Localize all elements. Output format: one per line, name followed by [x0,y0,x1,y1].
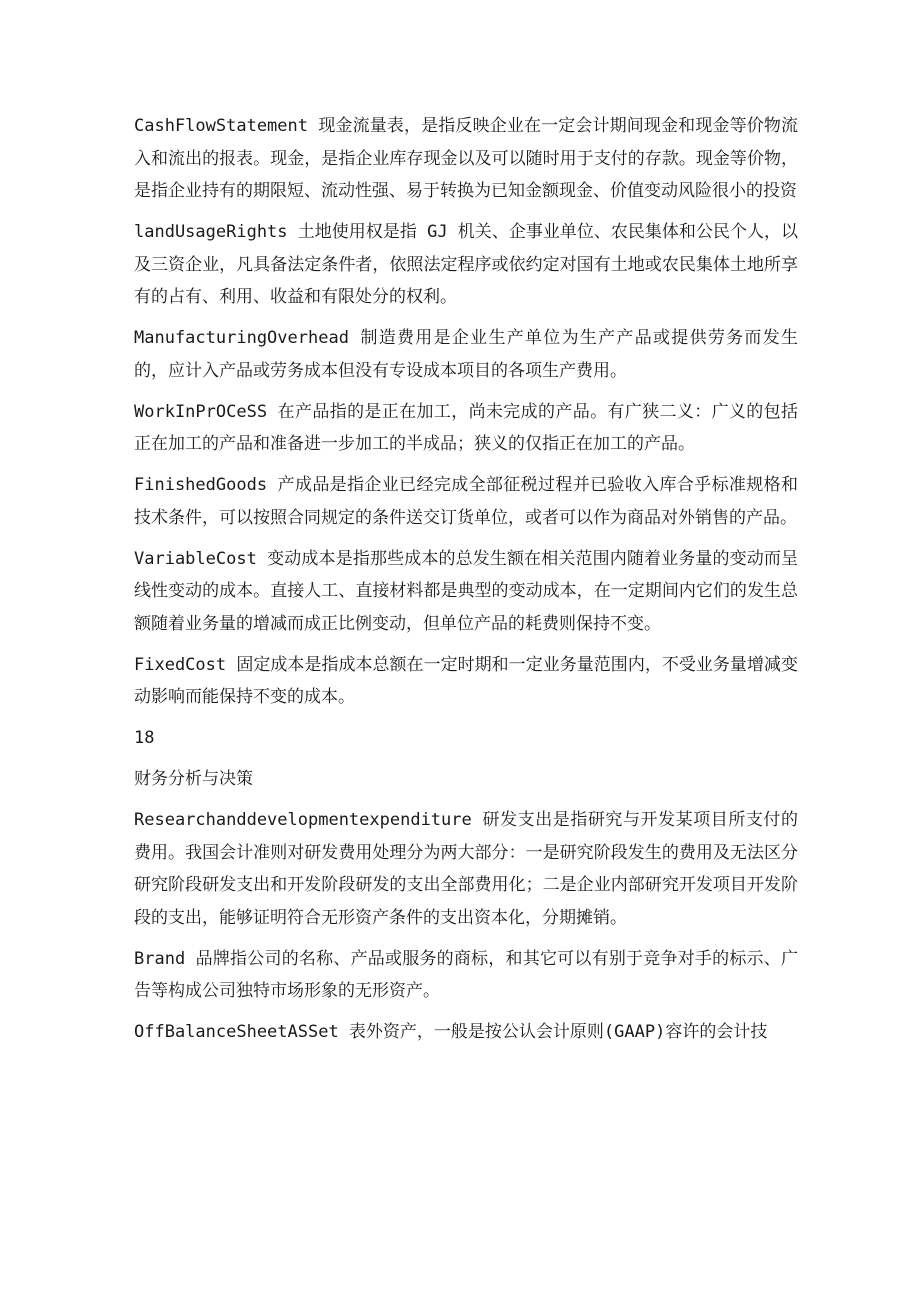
paragraph-brand: Brand 品牌指公司的名称、产品或服务的商标，和其它可以有别于竞争对手的标示、广告等构成公司独特市场形象的无形资产。 [134,948,798,1001]
document-page [134,110,798,1057]
paragraph-off-balance-sheet-asset: OffBalanceSheetASSet 表外资产，一般是按公认会计原则(GAAP)容许的会计技 [134,1022,768,1042]
paragraph-finished-goods: FinishedGoods 产成品是指企业已经完成全部征税过程并已验收入库合乎标准规格和技术条件，可以按照合同规定的条件送交订货单位，或者可以作为商品对外销售的产品。 [134,475,798,528]
paragraph-cash-flow-statement: CashFlowStatement 现金流量表，是指反映企业在一定会计期间现金和现金等价物流入和流出的报表。现金，是指企业库存现金以及可以随时用于支付的存款。现金等价物，是指企业持有的期限短、流动性强、易于转换为已知金额现金、价值变动风险很小的投资 [134,116,798,201]
paragraph-variable-cost: VariableCost 变动成本是指那些成本的总发生额在相关范围内随着业务量的变动而呈线性变动的成本。直接人工、直接材料都是典型的变动成本，在一定期间内它们的发生总额随着业务量的增减而成正比例变动，但单位产品的耗费则保持不变。 [134,548,798,634]
paragraph-manufacturing-overhead: ManufacturingOverhead 制造费用是企业生产单位为生产产品或提供劳务而发生的，应计入产品或劳务成本但没有专设成本项目的各项生产费用。 [134,328,798,381]
paragraph-land-usage-rights: landUsageRights 土地使用权是指 GJ 机关、企事业单位、农民集体和公民个人，以及三资企业，凡具备法定条件者，依照法定程序或依约定对国有土地或农民集体土地所享有的占有、利用、收益和有限处分的权利。 [134,222,798,307]
section-title: 财务分析与决策 [134,769,253,789]
paragraph-fixed-cost: FixedCost 固定成本是指成本总额在一定时期和一定业务量范围内，不受业务量增减变动影响而能保持不变的成本。 [134,654,798,707]
page-number: 18 [134,728,155,748]
paragraph-rd-expenditure: Researchanddevelopmentexpenditure 研发支出是指研究与开发某项目所支付的费用。我国会计准则对研发费用处理分为两大部分：一是研究阶段发生的费用及无法区分研究阶段研发支出和开发阶段研发的支出全部费用化；二是企业内部研究开发项目开发阶段的支出，能够证明符合无形资产条件的支出资本化，分期摊销。 [134,810,798,928]
paragraph-work-in-process: WorkInPrOCeSS 在产品指的是正在加工，尚未完成的产品。有广狭二义：广义的包括正在加工的产品和准备进一步加工的半成品；狭义的仅指正在加工的产品。 [134,401,798,454]
